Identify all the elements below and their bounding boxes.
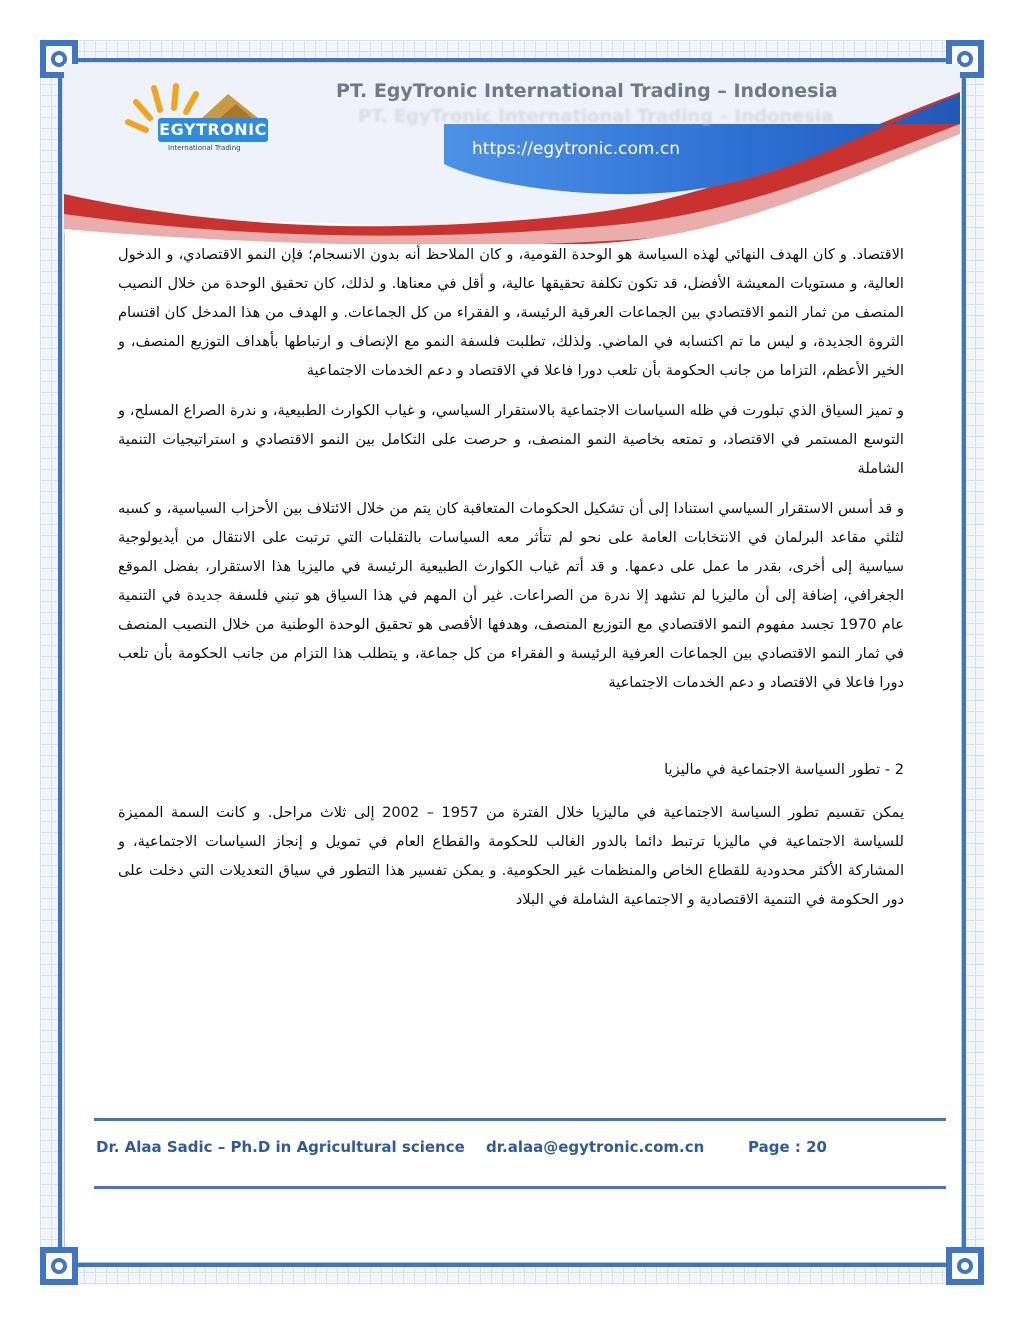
border-rail-left xyxy=(58,64,62,1261)
border-rail-top xyxy=(64,58,960,62)
paragraph: يمكن تقسيم تطور السياسة الاجتماعية في ماليزيا خلال الفترة من 1957 – 2002 إلى ثلاث مراحل. و كانت السمة المميزة للسياسة الاجتماعية في ماليزيا ترتبط دائما بالدور الغالب للحكومة والقطاع العام في تمويل و إنجاز السياسات الاجتماعية، و المشاركة الأكثر محدودية للقطاع الخاص والمنظمات غير الحكومية. و يمكن تفسير هذا التطور في سياق التعديلات التي دخلت على دور الحكومة في التنمية الاقتصادية و الاجتماعية الشاملة في البلاد xyxy=(118,804,905,908)
company-title: PT. EgyTronic International Trading – Indonesia xyxy=(336,80,838,102)
paragraph: و تميز السياق الذي تبلورت في ظله السياسات الاجتماعية بالاستقرار السياسي، و غياب الكوارث الطبيعية، و ندرة الصراع المسلح، و التوسع المستمر في الاقتصاد، و تمتعه بخاصية النمو المنصف، و حرصت على التكامل بين النمو الاقتصادي و استراتيجيات التنمية الشاملة xyxy=(118,402,904,477)
border-rail-right xyxy=(962,64,966,1261)
footer-rule-bottom xyxy=(94,1186,946,1189)
document-body xyxy=(118,240,904,925)
paragraph: الاقتصاد. و كان الهدف النهائي لهذه السياسة هو الوحدة القومية، و كان الملاحظ أنه بدون الانسجام؛ فإن النمو الاقتصادي، و الدخول العالية، و مستويات المعيشة الأفضل، قد تكون تكلفة تحقيقها عالية، و أقل في معناها. و لذلك، كان تحقيق الوحدة من خلال النصيب المنصف من ثمار النمو الاقتصادي بين الجماعات العرقية الرئيسة، و الفقراء من كل الجماعات. و الهدف من هذا المدخل كان اقتسام الثروة الجديدة، و ليس ما تم اكتسابه في الماضي. ولذلك، تطلبت فلسفة النمو مع الإنصاف و ارتباطها بأهداف التوزيع المنصف، و الخير الأعظم، التزاما من جانب الحكومة بأن تلعب دورا فاعلا في الاقتصاد و دعم الخدمات الاجتماعية xyxy=(118,246,904,379)
section-heading: 2 - تطور السياسة الاجتماعية في ماليزيا xyxy=(664,761,904,778)
footer-email[interactable]: dr.alaa@egytronic.com.cn xyxy=(486,1138,705,1156)
corner-ornament-bottom-right xyxy=(944,1245,986,1287)
company-website-link[interactable]: https://egytronic.com.cn xyxy=(472,139,681,159)
corner-ornament-bottom-left xyxy=(38,1245,80,1287)
logo-subtitle: International Trading xyxy=(168,144,241,152)
footer-page-number: Page : 20 xyxy=(748,1138,827,1156)
border-rail-bottom xyxy=(64,1263,960,1267)
logo-wordmark: EGYTRONIC xyxy=(158,118,268,142)
paragraph: و قد أسس الاستقرار السياسي استنادا إلى أن تشكيل الحكومات المتعاقبة كان يتم من خلال الائتلاف بين الأحزاب السياسية، و كسبه لثلثي مقاعد البرلمان في الانتخابات العامة على نحو لم تتأثر معه السياسات بالتقلبات التي ترتبت على الانتقال من أيديولوجية سياسية إلى أخرى، بقدر ما عمل على دعمها. و قد أتم غياب الكوارث الطبيعية الرئيسة في ماليزيا هذا الاستقرار، بفضل الموقع الجغرافي، إضافة إلى أن ماليزيا لم تشهد إلا ندرة من الصراعات. غير أن المهم في هذا السياق هو تبني فلسفة جديدة في التنمية عام 1970 تجسد مفهوم النمو الاقتصادي مع التوزيع المنصف، وهدفها الأقصى هو تحقيق الوحدة الوطنية من خلال النصيب المنصف في ثمار النمو الاقتصادي بين الجماعات العرفية الرئيسة و الفقراء من كل جماعة، و يتطلب هذا التزام من جانب الحكومة بأن تلعب دورا فاعلا في الاقتصاد و دعم الخدمات الاجتماعية xyxy=(118,500,904,691)
footer-author: Dr. Alaa Sadic – Ph.D in Agricultural science xyxy=(96,1138,465,1156)
footer-rule-top xyxy=(94,1118,946,1121)
company-title-reflection: PT. EgyTronic International Trading – Indonesia xyxy=(358,106,834,127)
